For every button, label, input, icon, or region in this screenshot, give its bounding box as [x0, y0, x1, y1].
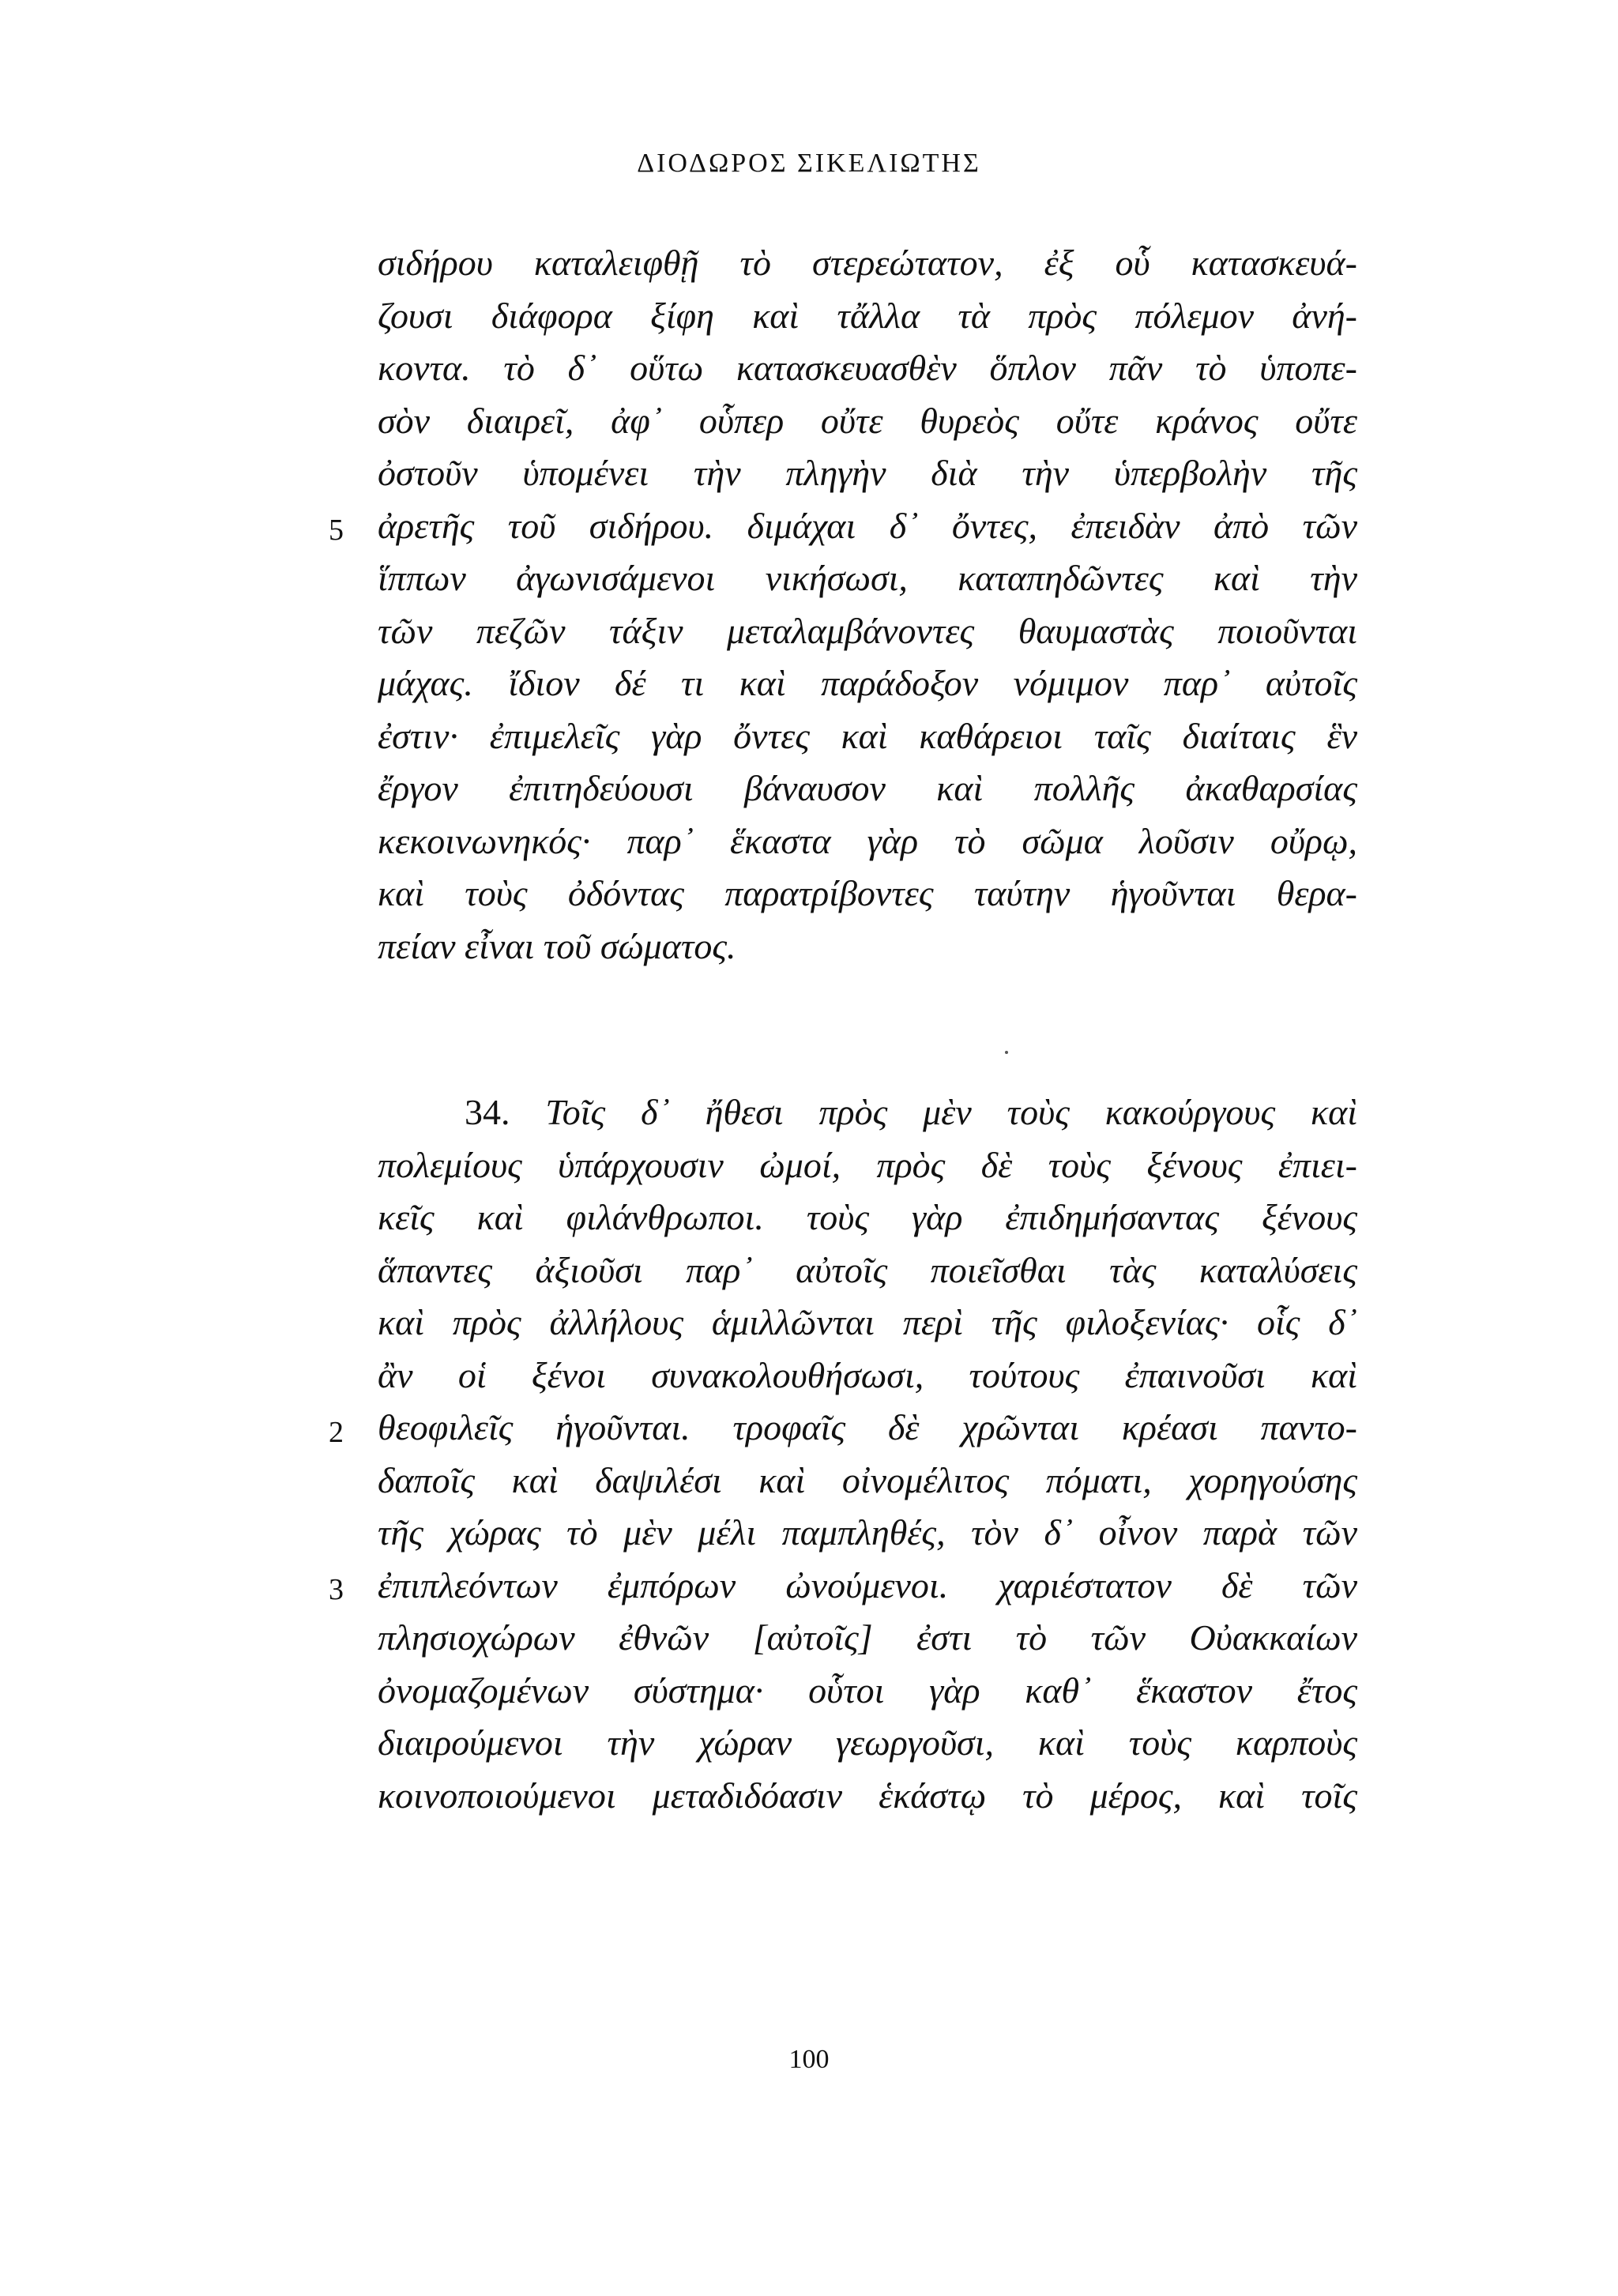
paragraph-section-34 — [329, 1086, 1357, 1822]
text-line: ἐπιπλεόντων ἐμπόρων ὠνούμενοι. χαριέστατον δὲ τῶν — [378, 1564, 1357, 1605]
text-line: κεκοινωνηκός· παρ᾽ ἕκαστα γὰρ τὸ σῶμα λοῦσιν οὔρῳ, — [378, 820, 1357, 861]
text-line: ἵππων ἀγωνισάμενοι νικήσωσι, καταπηδῶντες καὶ τὴν — [378, 558, 1357, 598]
text-line: κοινοποιούμενοι μεταδιδόασιν ἑκάστῳ τὸ μέρος, καὶ τοῖς — [378, 1775, 1357, 1816]
text-line: πείαν εἶναι τοῦ σώματος. — [378, 925, 736, 966]
text-line: καὶ πρὸς ἀλλήλους ἁμιλλῶνται περὶ τῆς φιλοξενίας· οἷς δ᾽ — [378, 1302, 1357, 1342]
text-line: καὶ τοὺς ὀδόντας παρατρίβοντες ταύτην ἡγοῦνται θερα- — [378, 873, 1357, 913]
text-line: σὸν διαιρεῖ, ἀφ᾽ οὗπερ οὔτε θυρεὸς οὔτε κράνος οὔτε — [378, 400, 1357, 441]
text-line: ἀρετῆς τοῦ σιδήρου. διμάχαι δ᾽ ὄντες, ἐπειδὰν ἀπὸ τῶν — [378, 505, 1357, 546]
margin-line-number: 2 — [329, 1416, 344, 1449]
text-line: μάχας. ἴδιον δέ τι καὶ παράδοξον νόμιμον παρ᾽ αὐτοῖς — [378, 663, 1357, 703]
margin-line-number: 3 — [329, 1573, 344, 1606]
text-line: διαιρούμενοι τὴν χώραν γεωργοῦσι, καὶ τοὺς καρποὺς — [378, 1722, 1357, 1763]
margin-line-number: 5 — [329, 514, 344, 547]
text-line: ἔργον ἐπιτηδεύουσι βάναυσον καὶ πολλῆς ἀκαθαρσίας — [378, 768, 1357, 808]
section-number: 34. — [465, 1092, 510, 1132]
text-line: τῶν πεζῶν τάξιν μεταλαμβάνοντες θαυμαστὰς ποιοῦνται — [378, 610, 1357, 651]
text-line-content: Τοῖς δ᾽ ἤθεσι πρὸς μὲν τοὺς κακούργους καὶ — [545, 1092, 1357, 1132]
text-line: ζουσι διάφορα ξίφη καὶ τἄλλα τὰ πρὸς πόλεμον ἀνή- — [378, 295, 1357, 336]
text-line: πλησιοχώρων ἐθνῶν [αὐτοῖς] ἐστι τὸ τῶν Οὐακκαίων — [378, 1617, 1357, 1658]
text-line — [378, 1086, 1357, 1139]
text-line: ἅπαντες ἀξιοῦσι παρ᾽ αὐτοῖς ποιεῖσθαι τὰς καταλύσεις — [378, 1249, 1357, 1290]
scan-speck — [1005, 1051, 1008, 1054]
paragraph-continued — [329, 237, 1357, 973]
text-line: δαποῖς καὶ δαψιλέσι καὶ οἰνομέλιτος πόματι, χορηγούσης — [378, 1459, 1357, 1500]
text-line: κεῖς καὶ φιλάνθρωποι. τοὺς γὰρ ἐπιδημήσαντας ξένους — [378, 1197, 1357, 1237]
text-line: τῆς χώρας τὸ μὲν μέλι παμπληθές, τὸν δ᾽ οἶνον παρὰ τῶν — [378, 1512, 1357, 1553]
text-line: ὀνομαζομένων σύστημα· οὗτοι γὰρ καθ᾽ ἕκαστον ἔτος — [378, 1669, 1357, 1711]
text-line: κοντα. τὸ δ᾽ οὕτω κατασκευασθὲν ὅπλον πᾶν τὸ ὑποπε- — [378, 348, 1357, 388]
running-head: ΔΙΟΔΩΡΟΣ ΣΙΚΕΛΙΩΤΗΣ — [637, 149, 981, 178]
page-number: 100 — [788, 2045, 830, 2074]
text-line: σιδήρου καταλειφθῇ τὸ στερεώτατον, ἐξ οὗ κατασκευά- — [378, 243, 1357, 283]
text-line: θεοφιλεῖς ἡγοῦνται. τροφαῖς δὲ χρῶνται κρέασι παντο- — [378, 1407, 1357, 1447]
text-line: ἂν οἱ ξένοι συνακολουθήσωσι, τούτους ἐπαινοῦσι καὶ — [378, 1354, 1357, 1395]
text-line: ὀστοῦν ὑπομένει τὴν πληγὴν διὰ τὴν ὑπερβολὴν τῆς — [378, 453, 1357, 493]
text-line: πολεμίους ὑπάρχουσιν ὠμοί, πρὸς δὲ τοὺς ξένους ἐπιει- — [378, 1144, 1357, 1185]
text-line: ἐστιν· ἐπιμελεῖς γὰρ ὄντες καὶ καθάρειοι ταῖς διαίταις ἓν — [378, 715, 1357, 756]
